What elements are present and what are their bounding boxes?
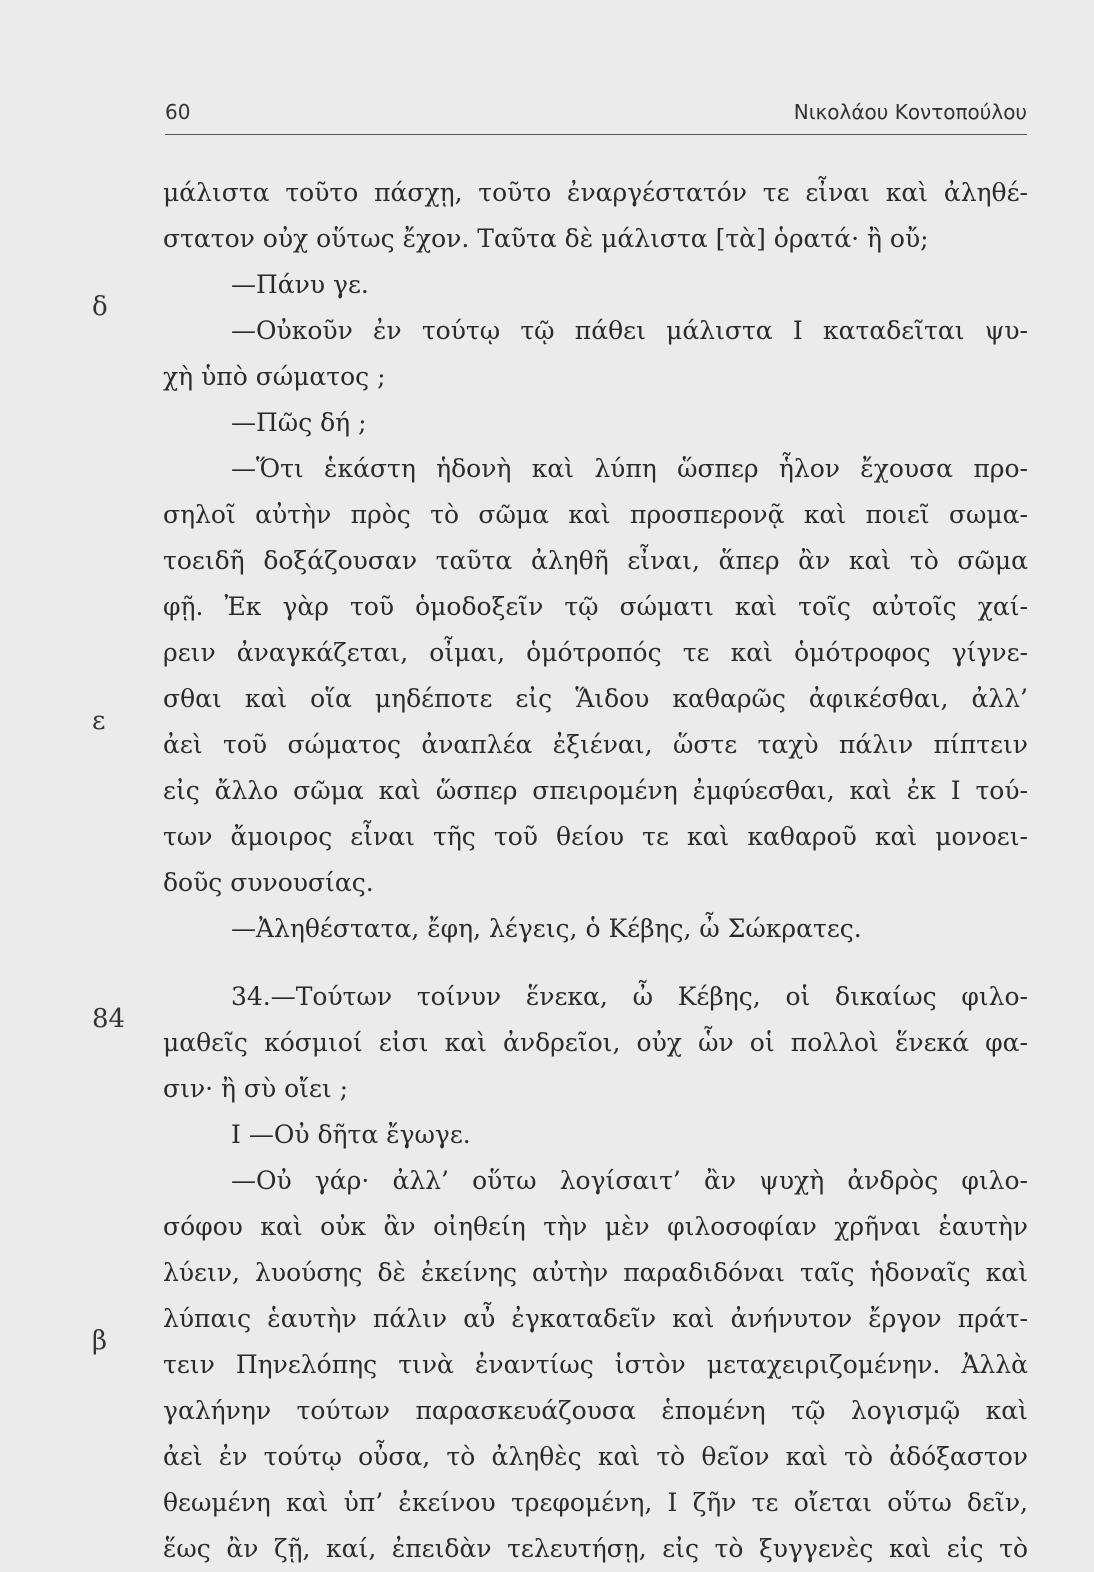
text-line: 34.—Τούτων τοίνυν ἕνεκα, ὦ Κέβης, οἱ δικαίως φιλο-	[231, 982, 1028, 1011]
page-number: 60	[165, 100, 191, 124]
text-line: γαλήνην τούτων παρασκευάζουσα ἑπομένη τῷ λογισμῷ καὶ	[163, 1396, 1028, 1425]
text-line: σθαι καὶ οἵα μηδέποτε εἰς Ἅιδου καθαρῶς ἀφικέσθαι, ἀλλ’	[163, 684, 1028, 713]
text-line: χὴ ὑπὸ σώματος ;	[163, 362, 386, 391]
text-line: σιν· ἢ σὺ οἴει ;	[163, 1074, 349, 1103]
text-line: τειν Πηνελόπης τινὰ ἐναντίως ἱστὸν μεταχειριζομένην. Ἀλλὰ	[163, 1350, 1028, 1379]
text-line: —Πάνυ γε.	[231, 270, 369, 299]
text-line: σόφου καὶ οὐκ ἂν οἰηθείη τὴν μὲν φιλοσοφίαν χρῆναι ἑαυτὴν	[163, 1212, 1028, 1241]
text-line: στατον οὐχ οὕτως ἔχον. Ταῦτα δὲ μάλιστα [τὰ] ὁρατά· ἢ οὔ;	[163, 224, 929, 253]
text-line: εἰς ἄλλο σῶμα καὶ ὥσπερ σπειρομένη ἐμφύεσθαι, καὶ ἐκ Ι τού-	[163, 776, 1028, 805]
text-line: —Πῶς δή ;	[231, 408, 367, 437]
margin-reference-epsilon: ε	[92, 706, 106, 736]
text-line: σηλοῖ αὐτὴν πρὸς τὸ σῶμα καὶ προσπερονᾷ καὶ ποιεῖ σωμα-	[163, 500, 1028, 529]
text-line: —Ἀληθέστατα, ἔφη, λέγεις, ὁ Κέβης, ὦ Σώκρατες.	[231, 914, 862, 943]
text-line: —Ὅτι ἑκάστη ἡδονὴ καὶ λύπη ὥσπερ ἧλον ἔχουσα προ-	[231, 454, 1028, 483]
margin-reference-beta: β	[92, 1326, 108, 1356]
text-line: δοῦς συνουσίας.	[163, 868, 374, 897]
text-line: λύπαις ἑαυτὴν πάλιν αὖ ἐγκαταδεῖν καὶ ἀνήνυτον ἔργον πράτ-	[163, 1304, 1028, 1333]
text-line: θεωμένη καὶ ὑπ’ ἐκείνου τρεφομένη, Ι ζῆν τε οἴεται οὕτω δεῖν,	[163, 1488, 1028, 1517]
text-line: ἀεὶ τοῦ σώματος ἀναπλέα ἐξιέναι, ὥστε ταχὺ πάλιν πίπτειν	[163, 730, 1028, 759]
text-line: μάλιστα τοῦτο πάσχῃ, τοῦτο ἐναργέστατόν τε εἶναι καὶ ἀληθέ-	[163, 178, 1028, 207]
text-line: φῇ. Ἐκ γὰρ τοῦ ὁμοδοξεῖν τῷ σώματι καὶ τοῖς αὐτοῖς χαί-	[163, 592, 1028, 621]
header-rule	[165, 134, 1027, 135]
text-line: μαθεῖς κόσμιοί εἰσι καὶ ἀνδρεῖοι, οὐχ ὧν οἱ πολλοὶ ἕνεκά φα-	[163, 1028, 1028, 1057]
margin-reference-delta: δ	[92, 292, 108, 322]
text-line: τοειδῆ δοξάζουσαν ταῦτα ἀληθῆ εἶναι, ἅπερ ἂν καὶ τὸ σῶμα	[163, 546, 1028, 575]
text-line: ρειν ἀναγκάζεται, οἶμαι, ὁμότροπός τε καὶ ὁμότροφος γίγνε-	[163, 638, 1028, 667]
margin-reference-84: 84	[92, 1004, 126, 1034]
page-header	[165, 100, 1027, 130]
body-text	[163, 170, 1028, 1572]
text-line: —Οὐ γάρ· ἀλλ’ οὕτω λογίσαιτ’ ἂν ψυχὴ ἀνδρὸς φιλο-	[231, 1166, 1028, 1195]
running-title: Νικολάου Κοντοπούλου	[793, 100, 1027, 124]
text-line: λύειν, λυούσης δὲ ἐκείνης αὐτὴν παραδιδόναι ταῖς ἡδοναῖς καὶ	[163, 1258, 1028, 1287]
text-line: ἕως ἂν ζῇ, καί, ἐπειδὰν τελευτήσῃ, εἰς τὸ ξυγγενὲς καὶ εἰς τὸ	[163, 1534, 1028, 1563]
text-line: Ι —Οὐ δῆτα ἔγωγε.	[231, 1120, 471, 1149]
paragraph-gap	[163, 952, 1028, 974]
text-line: ἀεὶ ἐν τούτῳ οὖσα, τὸ ἀληθὲς καὶ τὸ θεῖον καὶ τὸ ἀδόξαστον	[163, 1442, 1028, 1471]
text-line: των ἄμοιρος εἶναι τῆς τοῦ θείου τε καὶ καθαροῦ καὶ μονοει-	[163, 822, 1028, 851]
text-line: —Οὐκοῦν ἐν τούτῳ τῷ πάθει μάλιστα Ι καταδεῖται ψυ-	[231, 316, 1028, 345]
